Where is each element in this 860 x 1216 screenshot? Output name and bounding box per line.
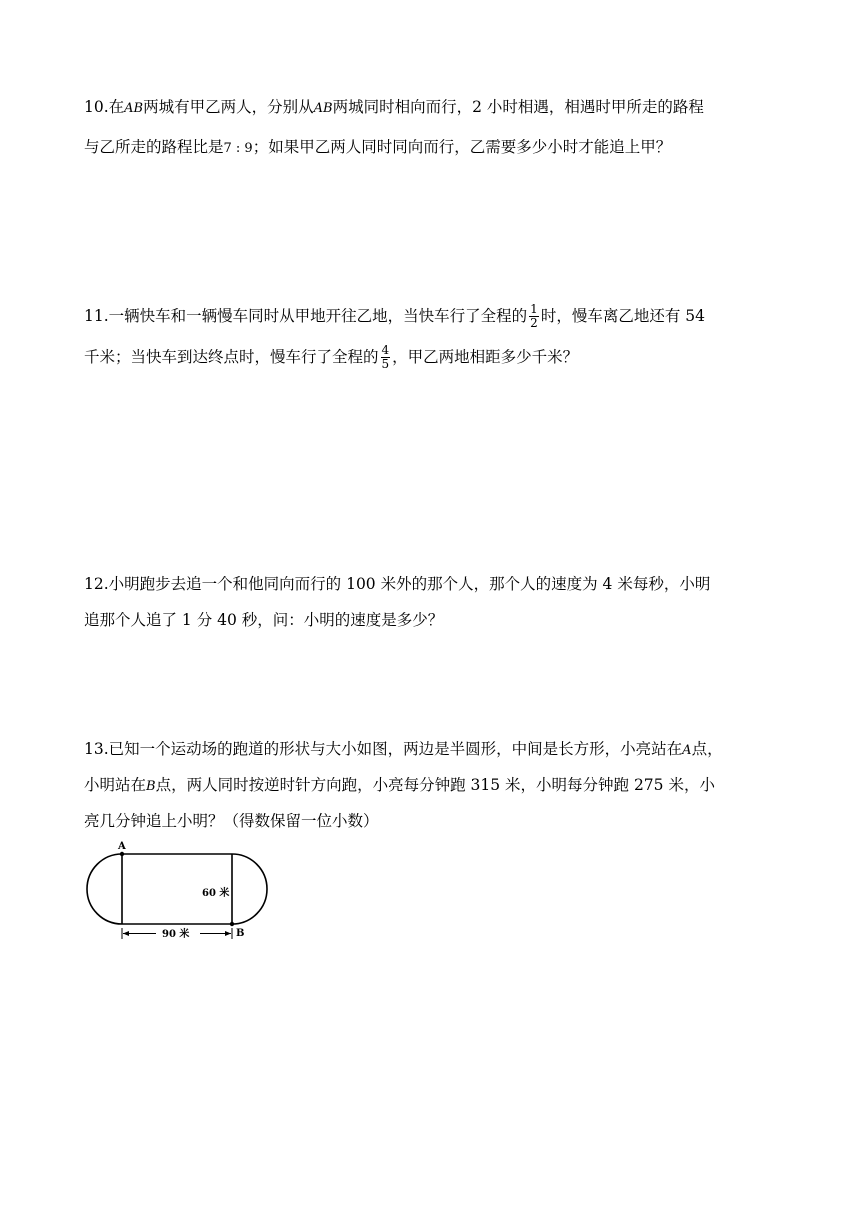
- track-diagram: [82, 838, 272, 944]
- point-b-dot: [230, 922, 234, 926]
- problem-13: [84, 739, 780, 831]
- point-a-dot: [120, 852, 124, 856]
- dimension-arrow-left: [123, 931, 129, 936]
- track-outline: [87, 854, 267, 924]
- problem-12-line-1: 12.小明跑步去追一个和他同向而行的 100 米外的那个人，那个人的速度为 4 米每秒，小明: [84, 575, 711, 593]
- length-label: 90 米: [162, 929, 190, 940]
- problem-13-line-3: 亮几分钟追上小明？（得数保留一位小数）: [84, 812, 379, 830]
- problem-10-line-2: 与乙所走的路程比是7 : 9；如果甲乙两人同时同向而行，乙需要多少小时才能追上甲？: [84, 138, 672, 156]
- problem-13-line-1: 13.已知一个运动场的跑道的形状与大小如图，两边是半圆形，中间是长方形，小亮站在A点，: [84, 740, 723, 758]
- problem-12: [84, 574, 780, 630]
- point-b-label: B: [236, 928, 245, 939]
- problem-11: [84, 303, 780, 370]
- problem-11-line-1: 11.一辆快车和一辆慢车同时从甲地开往乙地，当快车行了全程的 $\frac{1}{2}$ 时，慢车离乙地还有 54: [84, 301, 705, 330]
- problem-11-line-2: 千米；当快车到达终点时，慢车行了全程的 $\frac{4}{5}$ ，甲乙两地相距多少千米？: [84, 342, 579, 371]
- point-a-label: A: [118, 841, 126, 852]
- problem-number: 11.: [84, 307, 109, 325]
- problem-10: [84, 97, 780, 157]
- dimension-arrow-right: [225, 931, 231, 936]
- city-label: AB: [124, 101, 144, 116]
- ratio-value: 7 : 9: [223, 141, 253, 156]
- problem-number: 13.: [84, 740, 109, 758]
- width-label: 60 米: [202, 888, 230, 899]
- city-label: AB: [313, 101, 333, 116]
- point-label: B: [146, 779, 156, 794]
- problem-10-line-1: 10.在AB两城有甲乙两人，分别从AB两城同时相向而行，2 小时相遇，相遇时甲所走的路程: [84, 98, 704, 116]
- problem-12-line-2: 追那个人追了 1 分 40 秒，问：小明的速度是多少？: [84, 611, 444, 629]
- problem-13-line-2: 小明站在B点，两人同时按逆时针方向跑，小亮每分钟跑 315 米，小明每分钟跑 275 米，小: [84, 776, 715, 794]
- fraction-four-fifths: $\frac{4}{5}$: [381, 342, 390, 371]
- problem-number: 12.: [84, 575, 109, 593]
- point-label: A: [682, 743, 692, 758]
- problem-number: 10.: [84, 98, 109, 116]
- fraction-one-half: $\frac{1}{2}$: [530, 301, 538, 330]
